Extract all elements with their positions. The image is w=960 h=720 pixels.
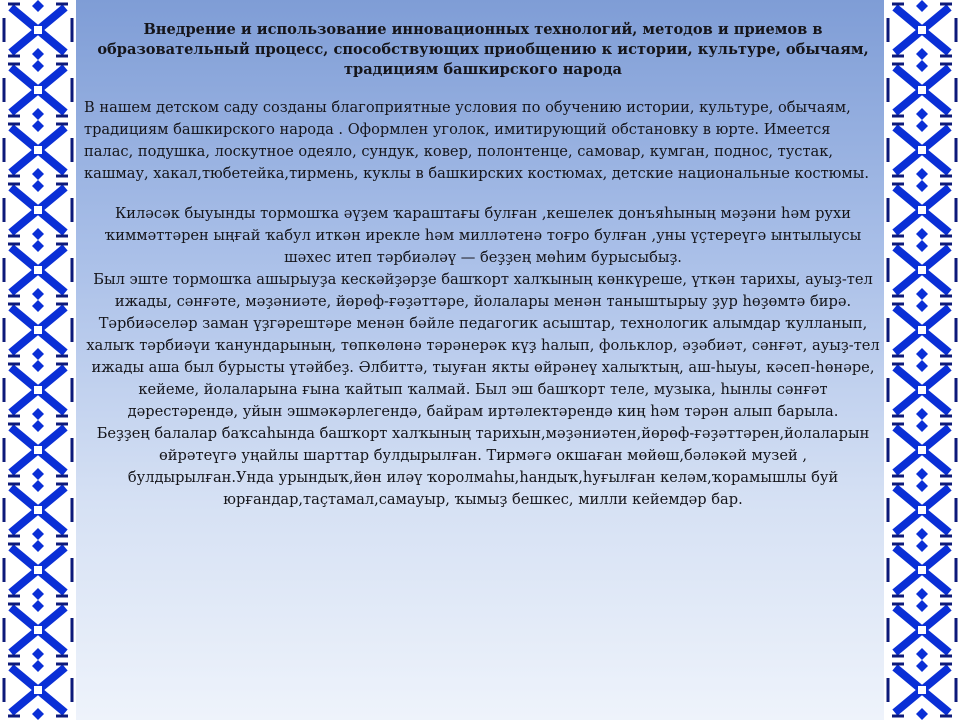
- bashkir-paragraph-2: Был эште тормошҡа ашырыуҙа кескәйҙәрҙе башҡорт халҡының көнкүреше, үткән тарихы, ауыҙ-тел ижады, сәнғәте, мәҙәниәте, йөрөф-ғәҙәттәре, йолалары менән таныштырыу ҙур һөҙөмтә бирә.: [93, 271, 873, 310]
- slide-title: Внедрение и использование инновационных технологий, методов и приемов в образовательный процесс, способствующих приобщению к истории, культуре, обычаям, традициям башкирского народа: [97, 21, 869, 78]
- bashkir-paragraph-1: Киләсәк быуынды тормошҡа әүҙем ҡараштағы булған ,кешелек донъяһының мәҙәни һәм рухи ҡиммәттәрен ыңғай ҡабул иткән ирекле һәм милләтенә тоғро булған ,уны үҫтереүгә ынтылыусы шәхес итеп тәрбиәләү — беҙҙең мөһим бурысыбыҙ.: [104, 205, 862, 266]
- intro-paragraph: В нашем детском саду созданы благоприятные условия по обучению истории, культуре, обычаям, традициям башкирского народа . Оформлен уголок, имитирующий обстановку в юрте. Имеется палас, подушка, лоскутное одеяло, сундук, ковер, полонтенце, самовар, кумган, поднос, тустак, кашмау, хакал,тюбетейка,тирмень, куклы в башкирских костюмах, детские национальные костюмы.: [84, 99, 869, 182]
- left-ornament-border: [0, 0, 76, 720]
- right-ornament-border: [884, 0, 960, 720]
- bashkir-paragraph-3: Тәрбиәселәр заман үҙгәрештәре менән бәйле педагогик асыштар, технологик алымдар ҡулланып, халыҡ тәрбиәүи ҡанундарының, төпкөлөнә тәрәнерәк күҙ һалып, фольклор, әҙәбиәт, сәнғәт, ауыҙ-тел ижады аша был бурысты үтәйбеҙ. Әлбиттә, тыуған якты өйрәнеү халыҡтың, аш-һыуы, кәсеп-һөнәре, кейеме, йолаларына ғына ҡайтып ҡалмай. Был эш башҡорт теле, музыка, һынлы сәнғәт дәрестәрендә, уйын эшмәкәрлегендә, байрам иртәлектәрендә киң һәм тәрән алып барыла.: [86, 315, 880, 420]
- slide-content: [84, 14, 882, 511]
- bashkir-paragraph-4: Беҙҙең балалар баҡсаһында башҡорт халҡының тарихын,мәҙәниәтен,йөрөф-ғәҙәттәрен,йолаларын өйрәтеүгә уңайлы шарттар булдырылған. Тирмәгә окшаған мөйөш,бәләкәй музей , булдырылған.Унда урындыҡ,йөн иләү ҡоролмаһы,һандыҡ,һуғылған келәм,ҡорамышлы буй юрғандар,таҫтамал,самауыр, ҡымыҙ бешкес, милли кейемдәр бар.: [96, 425, 870, 508]
- bashkir-text-block: [84, 203, 882, 511]
